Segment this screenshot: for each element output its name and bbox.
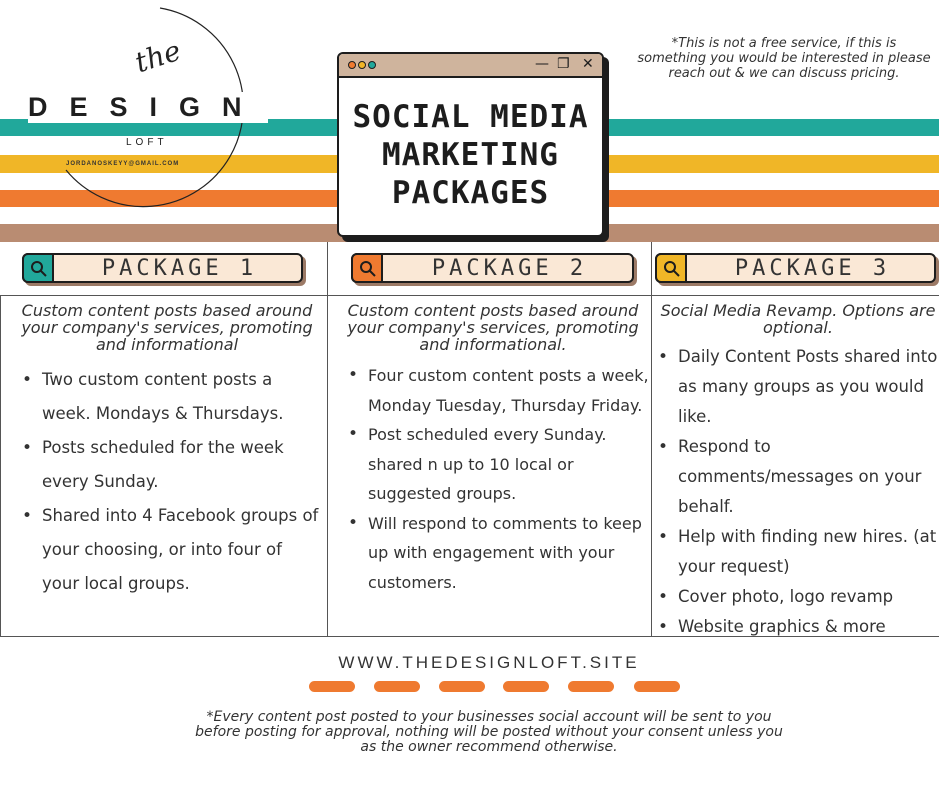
logo-the-text: the — [131, 33, 185, 80]
package-3-intro: Social Media Revamp. Options are optional. — [660, 301, 936, 337]
list-item: • Help with finding new hires. (at your request) — [678, 522, 939, 582]
package-1-list — [10, 363, 324, 601]
list-item: • Four custom content posts a week, Monday Tuesday, Thursday Friday. — [368, 361, 650, 420]
window-dot-teal-icon — [368, 61, 376, 69]
package-2-column — [336, 302, 650, 597]
package-2-label: PACKAGE 2 — [431, 256, 588, 281]
list-item: • Will respond to comments to keep up with engagement with your customers. — [368, 509, 650, 598]
page-title: SOCIAL MEDIA MARKETING PACKAGES — [352, 99, 589, 211]
search-icon — [655, 253, 687, 283]
decorative-dash — [439, 681, 485, 692]
package-1-label: PACKAGE 1 — [101, 256, 258, 281]
list-item: • Daily Content Posts shared into as many groups as you would like. — [678, 342, 939, 432]
table-left-border — [0, 295, 1, 636]
package-3-header — [655, 253, 936, 283]
package-1-header — [22, 253, 303, 283]
list-item: • Shared into 4 Facebook groups of your choosing, or into four of your local groups. — [42, 499, 324, 601]
contact-email: JORDANOSKEYY@GMAIL.COM — [66, 161, 180, 167]
list-item: • Posts scheduled for the week every Sunday. — [42, 431, 324, 499]
package-3-list — [656, 342, 939, 642]
table-top-border — [0, 295, 939, 296]
window-title-bar — [339, 54, 602, 78]
decorative-dash — [503, 681, 549, 692]
package-1-intro: Custom content posts based around your company's services, promoting and informational — [21, 301, 313, 354]
package-3-column — [656, 302, 939, 642]
search-icon — [22, 253, 54, 283]
decorative-dash — [374, 681, 420, 692]
package-2-intro: Custom content posts based around your company's services, promoting and informational. — [347, 301, 639, 354]
website-link[interactable]: WWW.THEDESIGNLOFT.SITE — [338, 653, 640, 672]
list-item: • Website graphics & more — [678, 612, 939, 642]
package-3-label: PACKAGE 3 — [734, 256, 891, 281]
list-item: • Cover photo, logo revamp — [678, 582, 939, 612]
pricing-note: *This is not a free service, if this is something you would be interested in please reach out & we can discuss pricing. — [637, 36, 931, 81]
column-divider — [651, 242, 652, 636]
title-window — [337, 52, 604, 237]
approval-note: *Every content post posted to your businesses social account will be sent to you before posting for approval, nothing will be posted without your consent unless you as the owner recommend otherwise. — [195, 709, 783, 755]
maximize-icon: ❐ — [557, 56, 570, 72]
package-2-header — [351, 253, 634, 283]
window-dot-yellow-icon — [358, 61, 366, 69]
window-dot-orange-icon — [348, 61, 356, 69]
package-2-list — [336, 361, 650, 597]
list-item: • Two custom content posts a week. Mondays & Thursdays. — [42, 363, 324, 431]
package-1-column — [10, 302, 324, 601]
decorative-dash — [568, 681, 614, 692]
close-icon: ✕ — [582, 56, 594, 72]
decorative-dash — [309, 681, 355, 692]
decorative-dash — [634, 681, 680, 692]
search-icon — [351, 253, 383, 283]
minimize-icon: — — [535, 56, 549, 72]
column-divider — [327, 242, 328, 636]
list-item: • Post scheduled every Sunday. shared n up to 10 local or suggested groups. — [368, 420, 650, 509]
brand-logo — [20, 0, 310, 220]
logo-loft-text: LOFT — [126, 137, 168, 148]
list-item: • Respond to comments/messages on your behalf. — [678, 432, 939, 522]
logo-design-text: DESIGN — [28, 92, 268, 123]
